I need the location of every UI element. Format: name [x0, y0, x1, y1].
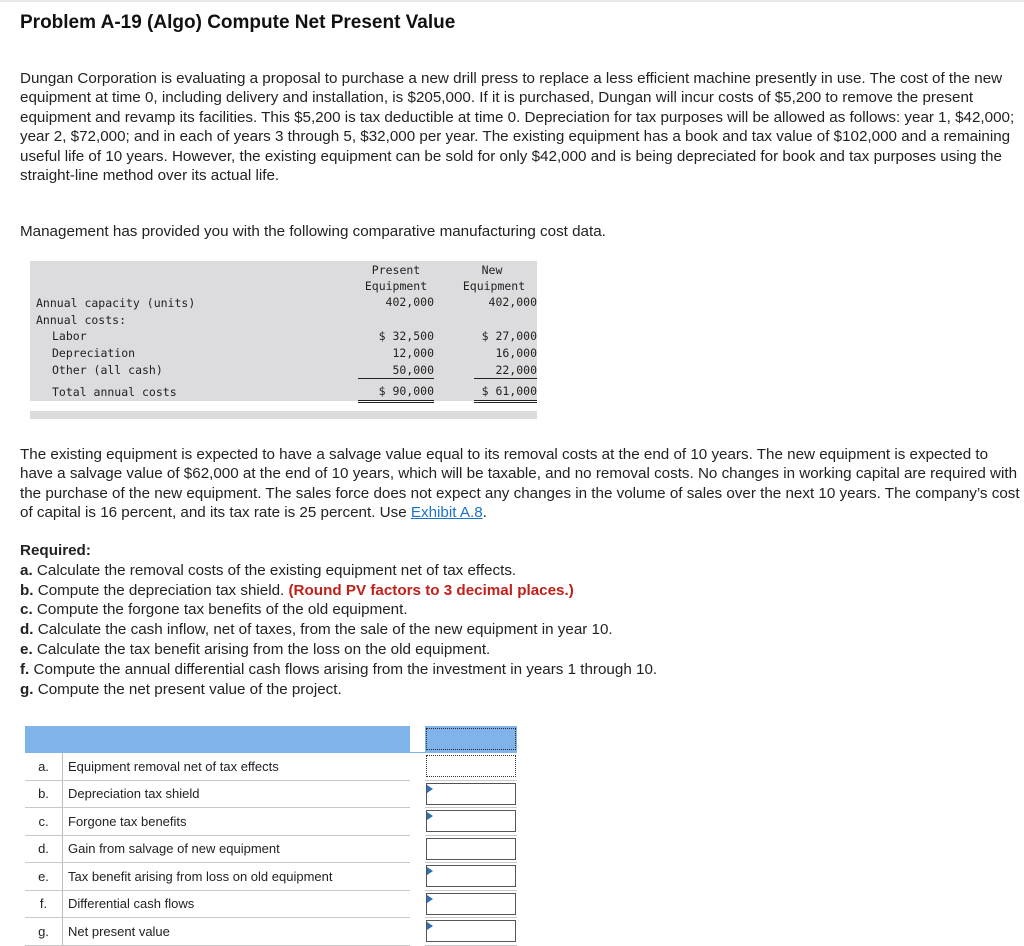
- required-title: Required:: [20, 542, 91, 559]
- present-depreciation: 12,000: [392, 346, 434, 360]
- row-gap: [410, 863, 425, 891]
- new-total: $ 61,000: [481, 384, 537, 398]
- answer-cell: [425, 808, 517, 836]
- input-marker-icon: [427, 895, 433, 903]
- row-gap: [410, 780, 425, 808]
- row-gap: [410, 808, 425, 836]
- required-letter: e.: [20, 640, 33, 658]
- intro-text: Dungan Corporation is evaluating a proposal to purchase a new drill press to replace a less efficient machine presently in use. The cost of the new equipment at time 0, including delivery and installation, is $205,000. If it is purchased, Dungan will incur costs of $5,200 to remove the present equipment and revamp its facilities. This $5,200 is tax deductible at time 0. Depreciation for tax purposes will be allowed as follows: year 1, $42,000; year 2, $72,000; and in each of years 3 through 5, $32,000 per year. The existing equipment has a book and tax value of $102,000 and a remaining useful life of 10 years. However, the existing equipment can be sold for only $42,000 and is being depreciated for book and tax purposes using the straight-line method over its actual life.: [20, 70, 1015, 185]
- answer-cell: [425, 753, 517, 781]
- header-new-line1: New: [481, 263, 503, 277]
- row-letter: d.: [25, 835, 63, 863]
- header-new-line2: Equipment: [462, 279, 526, 293]
- problem-intro: [20, 69, 1020, 185]
- present-capacity: 402,000: [385, 295, 434, 309]
- present-total-rule-1: [358, 400, 434, 401]
- row-label-other: Other (all cash): [52, 363, 163, 377]
- answer-table-header: [25, 726, 517, 753]
- required-text: Calculate the cash inflow, net of taxes, from the sale of the new equipment in year 10.: [37, 621, 613, 639]
- header-cell: [25, 726, 63, 753]
- header-cell: [425, 726, 517, 753]
- new-other: 22,000: [495, 363, 537, 377]
- required-item-b: [20, 581, 1020, 601]
- row-letter: f.: [25, 890, 63, 918]
- cost-table-footer-band: [30, 411, 537, 419]
- new-depreciation: 16,000: [495, 346, 537, 360]
- required-item-c: [20, 600, 1020, 620]
- row-label: Forgone tax benefits: [63, 808, 411, 836]
- answer-input-forgone-benefits[interactable]: [426, 810, 516, 832]
- table-row: [25, 835, 517, 863]
- table-row: [25, 808, 517, 836]
- salvage-paragraph: [20, 445, 1020, 523]
- required-letter: d.: [20, 621, 34, 639]
- row-gap: [410, 918, 425, 946]
- required-item-f: [20, 660, 1020, 680]
- new-subtotal-rule: [474, 378, 537, 379]
- table-row: [25, 890, 517, 918]
- required-letter: a.: [20, 561, 33, 579]
- table-row: [25, 918, 517, 946]
- answer-cell: [425, 890, 517, 918]
- row-letter: c.: [25, 808, 63, 836]
- answer-table: [25, 726, 517, 946]
- required-letter: c.: [20, 601, 33, 619]
- answer-cell: [425, 863, 517, 891]
- row-gap: [410, 890, 425, 918]
- management-text: Management has provided you with the following comparative manufacturing cost data.: [20, 223, 606, 240]
- required-letter: g.: [20, 680, 34, 698]
- required-text: Calculate the removal costs of the existing equipment net of tax effects.: [36, 561, 517, 579]
- required-item-g: [20, 680, 1020, 700]
- required-item-e: [20, 640, 1020, 660]
- header-present-line1: Present: [371, 263, 421, 277]
- top-divider: [0, 0, 1024, 2]
- present-other: 50,000: [392, 363, 434, 377]
- exhibit-link[interactable]: Exhibit A.8: [410, 504, 483, 522]
- table-row: [25, 863, 517, 891]
- required-item-d: [20, 620, 1020, 640]
- table-row: [25, 780, 517, 808]
- required-letter: f.: [20, 660, 30, 678]
- answer-cell: [425, 780, 517, 808]
- comparative-cost-table: [30, 261, 537, 419]
- required-text: Compute the annual differential cash flows arising from the investment in years 1 through 10.: [33, 660, 658, 678]
- row-gap: [410, 753, 425, 781]
- row-letter: g.: [25, 918, 63, 946]
- header-present-line2: Equipment: [364, 279, 428, 293]
- answer-input-depreciation-shield[interactable]: [426, 783, 516, 805]
- present-subtotal-rule: [358, 378, 434, 379]
- input-marker-icon: [427, 867, 433, 875]
- new-total-rule-2: [474, 402, 537, 403]
- row-label: Equipment removal net of tax effects: [63, 753, 411, 781]
- answer-input-salvage-gain[interactable]: [426, 838, 516, 860]
- row-label-total: Total annual costs: [52, 385, 177, 399]
- answer-cell: [425, 835, 517, 863]
- required-section: [20, 541, 1020, 699]
- row-label: Tax benefit arising from loss on old equipment: [63, 863, 411, 891]
- salvage-end: .: [482, 504, 487, 522]
- input-marker-icon: [427, 785, 433, 793]
- header-value-box: [426, 728, 516, 750]
- input-marker-icon: [427, 922, 433, 930]
- rounding-instruction: (Round PV factors to 3 decimal places.): [288, 581, 574, 599]
- present-total-rule-2: [358, 402, 434, 403]
- table-row: [25, 753, 517, 781]
- present-labor: $ 32,500: [378, 329, 434, 343]
- required-text: Compute the forgone tax benefits of the old equipment.: [36, 601, 408, 619]
- row-label: Gain from salvage of new equipment: [63, 835, 411, 863]
- required-text: Compute the net present value of the project.: [37, 680, 342, 698]
- row-label-capacity: Annual capacity (units): [36, 296, 196, 310]
- new-labor: $ 27,000: [481, 329, 537, 343]
- answer-input-removal[interactable]: [426, 755, 516, 777]
- row-label-annual-costs: Annual costs:: [36, 313, 127, 327]
- row-label: Net present value: [63, 918, 411, 946]
- answer-input-differential-flows[interactable]: [426, 893, 516, 915]
- management-note: [20, 222, 1020, 241]
- new-capacity: 402,000: [488, 295, 537, 309]
- row-letter: b.: [25, 780, 63, 808]
- row-gap: [410, 835, 425, 863]
- answer-cell: [425, 918, 517, 946]
- row-label: Depreciation tax shield: [63, 780, 411, 808]
- required-text: Compute the depreciation tax shield.: [37, 581, 285, 599]
- answer-input-npv[interactable]: [426, 920, 516, 942]
- row-letter: a.: [25, 753, 63, 781]
- required-text: Calculate the tax benefit arising from the loss on the old equipment.: [36, 640, 491, 658]
- row-label-labor: Labor: [52, 329, 87, 343]
- header-cell: [63, 726, 411, 753]
- required-item-a: [20, 561, 1020, 581]
- row-label-depreciation: Depreciation: [52, 346, 136, 360]
- new-total-rule-1: [474, 400, 537, 401]
- required-letter: b.: [20, 581, 34, 599]
- answer-input-loss-tax-benefit[interactable]: [426, 865, 516, 887]
- present-total: $ 90,000: [378, 384, 434, 398]
- input-marker-icon: [427, 812, 433, 820]
- salvage-text: The existing equipment is expected to have a salvage value equal to its removal costs at the end of 10 years. The new equipment is expected to have a salvage value of $62,000 at the end of 10 years, which will be taxable, and no removal costs. No changes in working capital are required with the purchase of the new equipment. The sales force does not expect any changes in the volume of sales over the next 10 years. The company’s cost of capital is 16 percent, and its tax rate is 25 percent. Use: [20, 446, 1020, 522]
- row-letter: e.: [25, 863, 63, 891]
- row-label: Differential cash flows: [63, 890, 411, 918]
- page-title: Problem A-19 (Algo) Compute Net Present Value: [20, 12, 456, 33]
- header-gap: [410, 726, 425, 753]
